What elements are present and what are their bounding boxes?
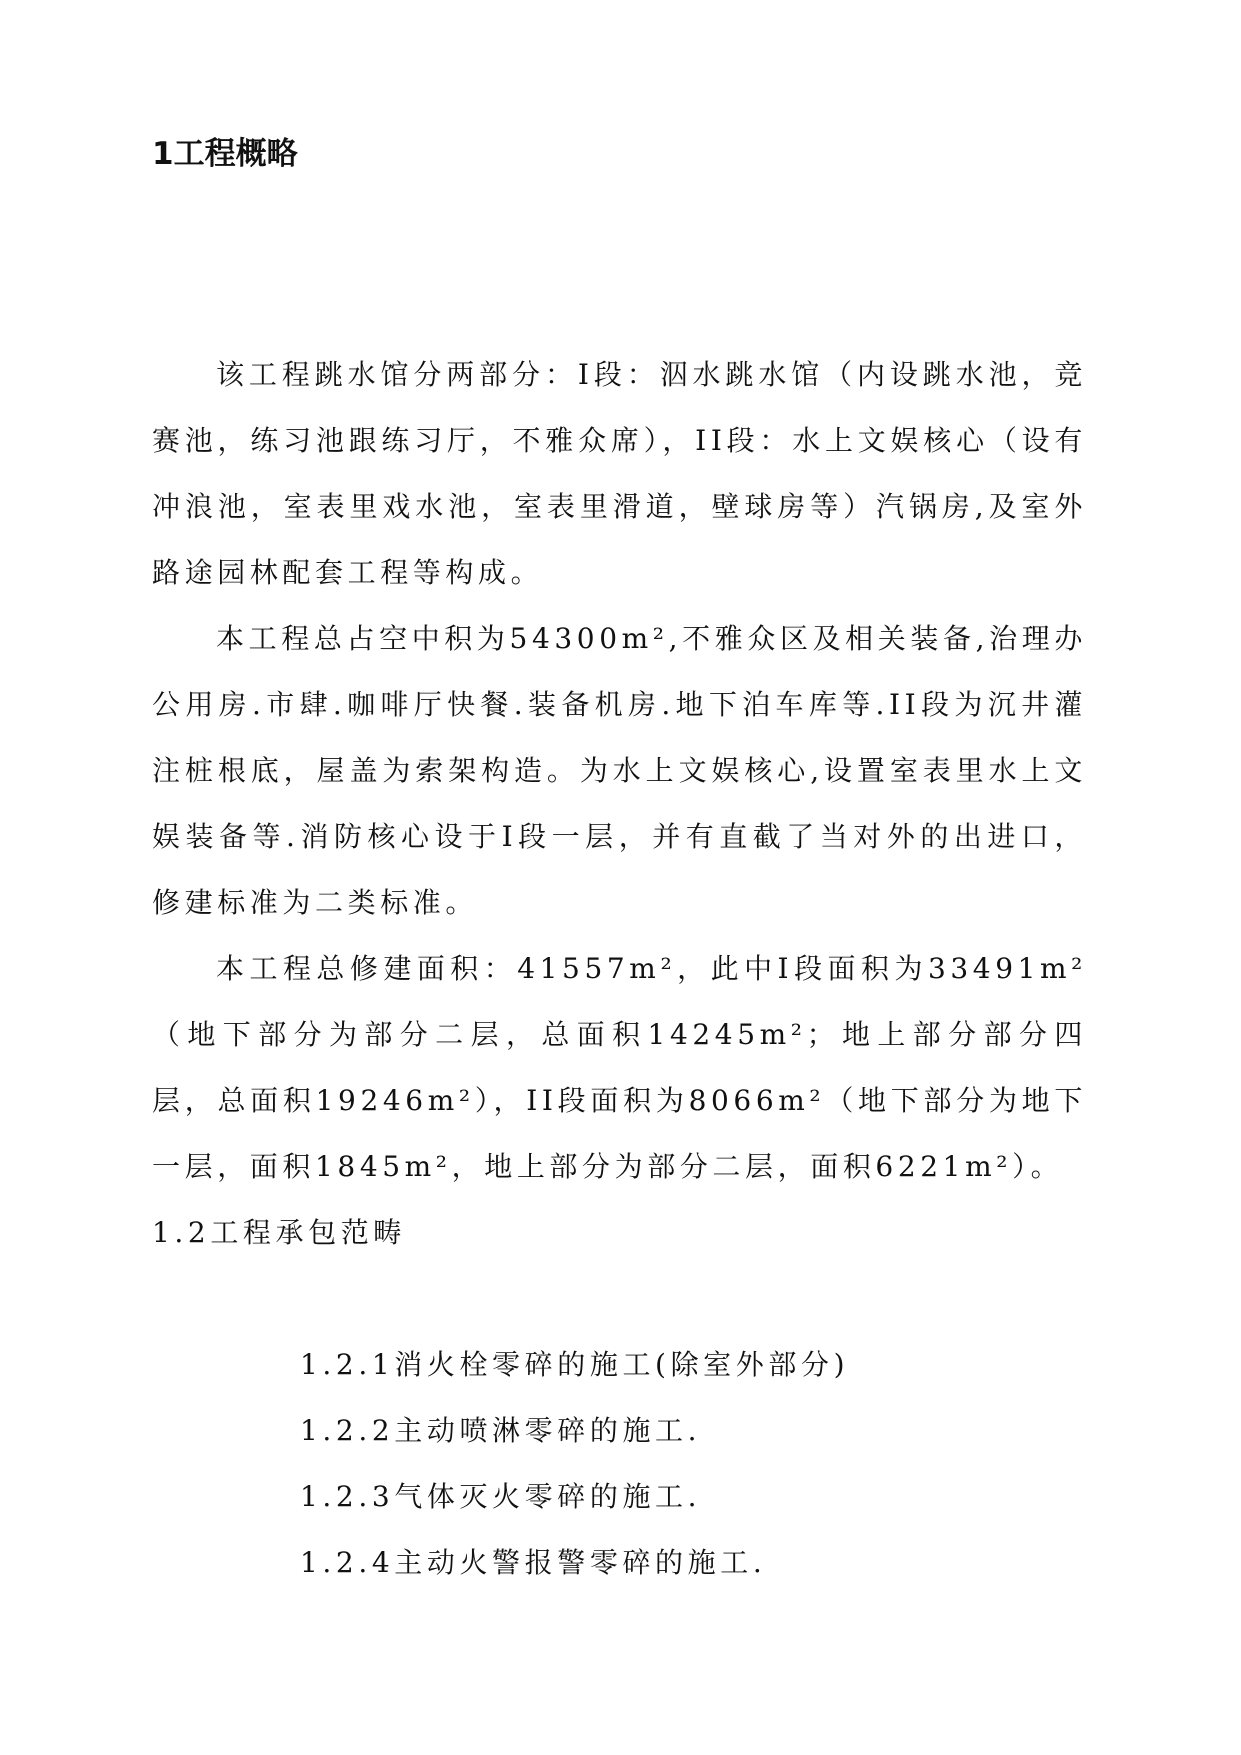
scope-item: 1.2.3气体灭火零碎的施工.	[300, 1480, 702, 1513]
overview-paragraph-3: 本工程总修建面积：41557m²，此中I段面积为33491m²（地下部分为部分二层，总面积14245m²；地上部分部分四层，总面积19246m²），II段面积为8066m²（地下部分为地下一层，面积1845m²，地上部分为部分二层，面积6221m²）。	[152, 952, 1087, 1183]
scope-subheading: 1.2工程承包范畴	[152, 1216, 406, 1249]
overview-paragraph-1: 该工程跳水馆分两部分：I段：泅水跳水馆（内设跳水池，竞赛池，练习池跟练习厅，不雅众席），II段：水上文娱核心（设有冲浪池，室表里戏水池，室表里滑道，壁球房等）汽锅房,及室外路途园林配套工程等构成。	[152, 358, 1087, 589]
overview-paragraph-2: 本工程总占空中积为54300m²,不雅众区及相关装备,治理办公用房.市肆.咖啡厅快餐.装备机房.地下泊车库等.II段为沉井灌注桩根底，屋盖为索架构造。为水上文娱核心,设置室表里水上文娱装备等.消防核心设于I段一层，并有直截了当对外的出进口，修建标准为二类标准。	[152, 622, 1087, 919]
scope-item: 1.2.4主动火警报警零碎的施工.	[300, 1546, 767, 1579]
scope-item: 1.2.1消火栓零碎的施工(除室外部分)	[300, 1348, 850, 1381]
section-heading: 1工程概略	[152, 136, 298, 172]
scope-list	[300, 1332, 849, 1596]
scope-item: 1.2.2主动喷淋零碎的施工.	[300, 1414, 702, 1447]
